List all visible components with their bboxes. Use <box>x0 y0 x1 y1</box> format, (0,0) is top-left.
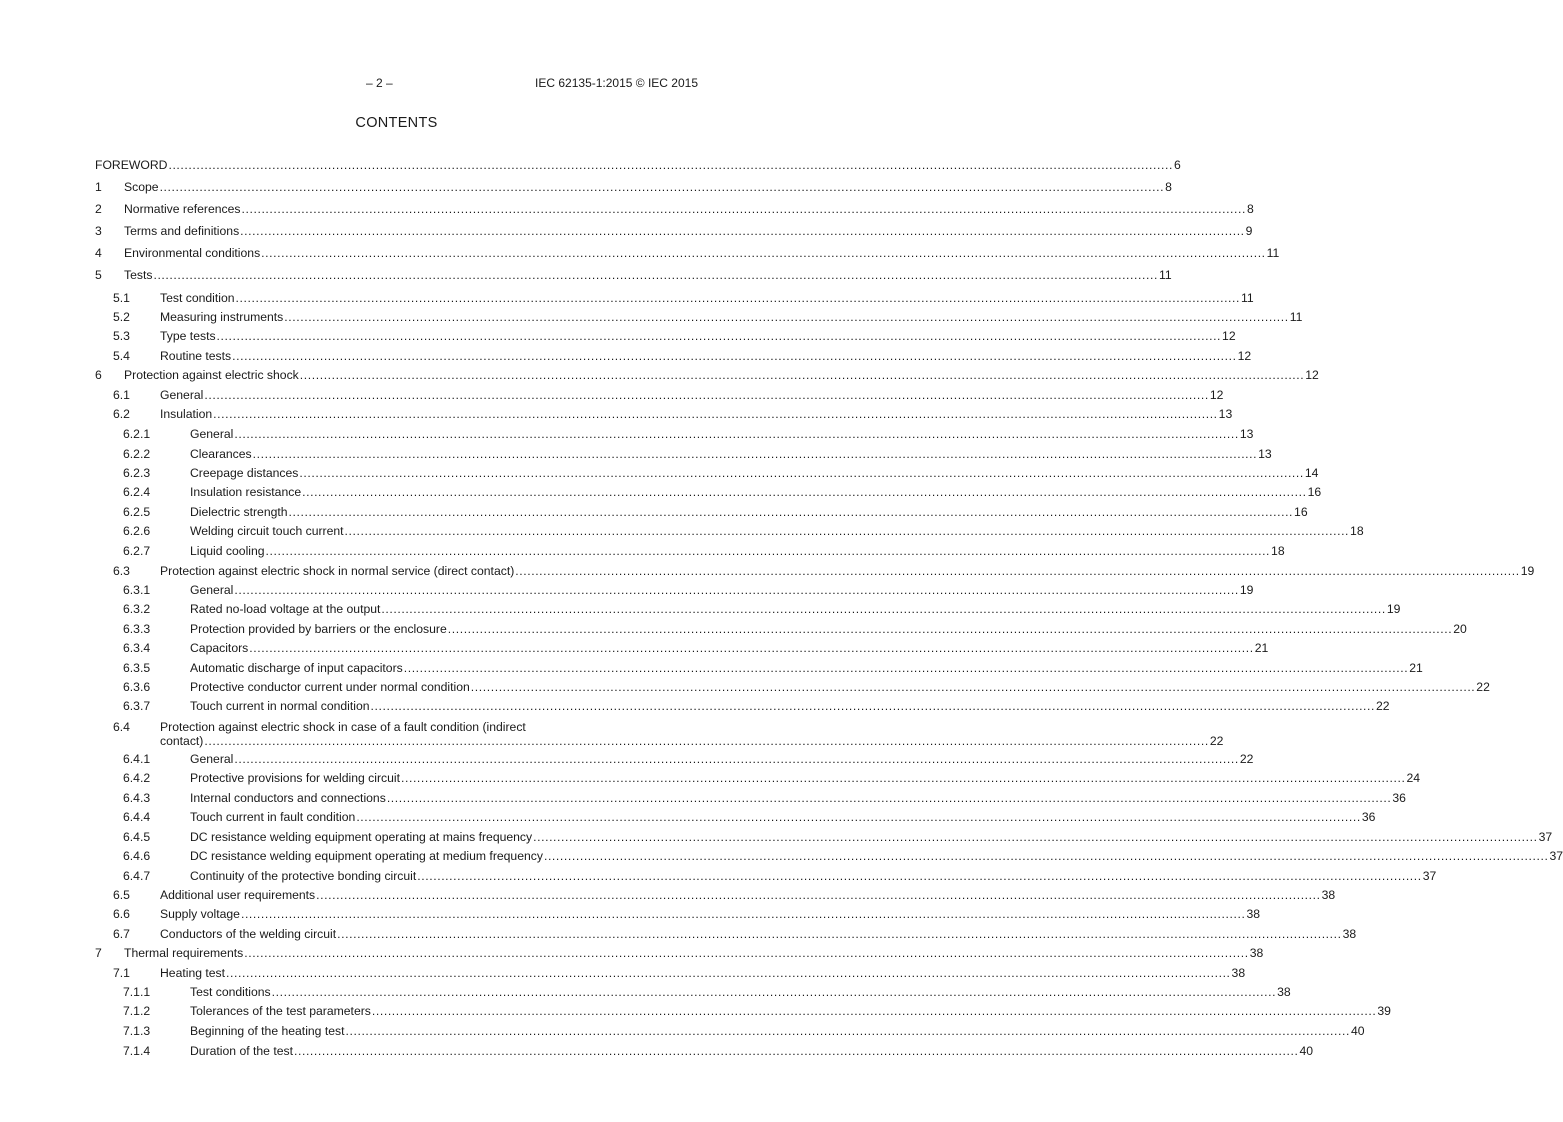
toc-entry-number: 4 <box>95 246 102 260</box>
dot-leader: ............................................................................................................................................................................................................................................................ <box>249 641 1254 655</box>
toc-entry-number: 6.2.2 <box>123 447 151 461</box>
toc-entry-title: General <box>190 583 234 597</box>
toc-entry-number: 6.3.5 <box>123 661 151 675</box>
toc-entry-number: 6.3.3 <box>123 622 151 636</box>
toc-entry[interactable] <box>95 770 1421 786</box>
toc-entry-number: 6.3.4 <box>123 641 151 655</box>
toc-entry[interactable] <box>95 367 1319 383</box>
toc-entry-title: Test conditions <box>190 985 271 999</box>
toc-entry-title: Heating test <box>160 966 226 980</box>
toc-entry-page: 6 <box>1173 158 1181 172</box>
dot-leader: ............................................................................................................................................................................................................................................................ <box>417 869 1422 883</box>
toc-entry-title: Internal conductors and connections <box>190 791 386 805</box>
toc-entry-number: 1 <box>95 180 102 194</box>
toc-entry-page: 40 <box>1299 1044 1314 1058</box>
toc-entry-page: 38 <box>1277 985 1291 999</box>
dot-leader: ............................................................................................................................................................................................................................................................ <box>271 985 1277 999</box>
toc-entry-number: 6.4.2 <box>123 771 151 785</box>
toc-entry[interactable] <box>95 868 1437 884</box>
toc-entry-number: 6.2.5 <box>123 505 151 519</box>
toc-entry-title: Touch current in fault condition <box>190 810 356 824</box>
toc-entry-number: 7.1.3 <box>123 1024 151 1038</box>
toc-entry[interactable] <box>95 446 1272 462</box>
dot-leader: ............................................................................................................................................................................................................................................................ <box>213 407 1218 421</box>
dot-leader: ............................................................................................................................................................................................................................................................ <box>235 291 1241 305</box>
toc-entry-title: Insulation <box>160 407 213 421</box>
toc-entry[interactable] <box>95 406 1233 422</box>
toc-entry-page: 12 <box>1222 329 1236 343</box>
toc-entry-number: 6.2.7 <box>123 544 151 558</box>
toc-entry-page: 24 <box>1406 771 1421 785</box>
toc-entry-title: Normative references <box>124 202 241 216</box>
dot-leader: ............................................................................................................................................................................................................................................................ <box>265 544 1271 558</box>
toc-entry-number: 6.6 <box>113 907 130 921</box>
toc-entry-page: 18 <box>1271 544 1285 558</box>
toc-entry-page: 37 <box>1422 869 1437 883</box>
dot-leader: ............................................................................................................................................................................................................................................................ <box>168 158 1173 172</box>
toc-entry-page: 38 <box>1231 966 1246 980</box>
toc-entry-number: 6.3.7 <box>123 699 151 713</box>
dot-leader: ............................................................................................................................................................................................................................................................ <box>234 752 1239 766</box>
toc-entry[interactable] <box>95 848 1563 864</box>
dot-leader: ............................................................................................................................................................................................................................................................ <box>302 485 1307 499</box>
toc-entry[interactable] <box>95 267 1172 283</box>
toc-entry-title: Protection against electric shock in normal service (direct contact) <box>160 564 515 578</box>
toc-entry[interactable] <box>95 245 1280 261</box>
toc-entry-title: Type tests <box>160 329 216 343</box>
toc-entry-title: Protective conductor current under normal condition <box>190 680 470 694</box>
toc-entry-title: DC resistance welding equipment operating at medium frequency <box>190 849 543 863</box>
dot-leader: ............................................................................................................................................................................................................................................................ <box>356 810 1361 824</box>
toc-entry-title: Automatic discharge of input capacitors <box>190 661 403 675</box>
toc-entry[interactable] <box>95 348 1252 364</box>
toc-entry-title: Supply voltage <box>160 907 240 921</box>
toc-entry[interactable] <box>95 201 1254 217</box>
dot-leader: ............................................................................................................................................................................................................................................................ <box>386 791 1392 805</box>
toc-entry-page: 39 <box>1377 1004 1391 1018</box>
toc-entry[interactable] <box>95 945 1264 961</box>
toc-entry-number: 6.7 <box>113 927 130 941</box>
toc-entry-title: Protection provided by barriers or the enclosure <box>190 622 447 636</box>
dot-leader: ............................................................................................................................................................................................................................................................ <box>345 1024 1350 1038</box>
toc-entry-number: 7.1.1 <box>123 985 151 999</box>
toc-entry-page: 9 <box>1245 224 1253 238</box>
dot-leader: ............................................................................................................................................................................................................................................................ <box>370 699 1376 713</box>
toc-entry[interactable] <box>95 328 1236 344</box>
toc-entry[interactable] <box>95 965 1246 981</box>
toc-entry[interactable] <box>95 926 1357 942</box>
toc-entry-number: 6.4.6 <box>123 849 151 863</box>
toc-entry-title: Measuring instruments <box>160 310 284 324</box>
dot-leader: ............................................................................................................................................................................................................................................................ <box>299 368 1305 382</box>
dot-leader: ............................................................................................................................................................................................................................................................ <box>240 907 1246 921</box>
toc-entry-number: 7.1.4 <box>123 1044 151 1058</box>
toc-entry-number: 5.3 <box>113 329 130 343</box>
dot-leader: ............................................................................................................................................................................................................................................................ <box>204 388 1209 402</box>
toc-entry-title: Routine tests <box>160 349 232 363</box>
toc-entry-page: 21 <box>1254 641 1269 655</box>
toc-entry-number: 6.4.5 <box>123 830 151 844</box>
toc-entry-page: 40 <box>1351 1024 1365 1038</box>
toc-entry-page: 11 <box>1266 246 1280 260</box>
toc-entry-number: 6.3.1 <box>123 583 151 597</box>
toc-entry-page: 22 <box>1476 680 1490 694</box>
toc-entry-number: 6.3 <box>113 564 130 578</box>
toc-entry[interactable] <box>95 290 1254 306</box>
toc-entry-page: 12 <box>1305 368 1319 382</box>
toc-entry-number: 6.4.1 <box>123 752 151 766</box>
toc-entry[interactable] <box>95 698 1390 714</box>
toc-entry-title: Environmental conditions <box>124 246 261 260</box>
toc-entry-page: 19 <box>1386 602 1401 616</box>
toc-entry[interactable] <box>95 582 1254 598</box>
dot-leader: ............................................................................................................................................................................................................................................................ <box>216 329 1222 343</box>
toc-entry-number: 3 <box>95 224 102 238</box>
toc-entry-number: 5.4 <box>113 349 130 363</box>
toc-entry-title: Protective provisions for welding circuit <box>190 771 400 785</box>
toc-entry-page: 36 <box>1392 791 1406 805</box>
toc-entry-page: 38 <box>1246 907 1261 921</box>
toc-entry-title: Thermal requirements <box>124 946 244 960</box>
toc-entry[interactable] <box>95 601 1401 617</box>
toc-entry-number: 6.2.4 <box>123 485 151 499</box>
toc-entry-page: 13 <box>1258 447 1272 461</box>
dot-leader: ............................................................................................................................................................................................................................................................ <box>204 734 1209 748</box>
dot-leader: ............................................................................................................................................................................................................................................................ <box>344 524 1350 538</box>
toc-entry-title: Welding circuit touch current <box>190 524 344 538</box>
dot-leader: ............................................................................................................................................................................................................................................................ <box>226 966 1231 980</box>
toc-entry[interactable] <box>95 563 1535 579</box>
toc-entry-number: 5.1 <box>113 291 130 305</box>
dot-leader: ............................................................................................................................................................................................................................................................ <box>299 466 1304 480</box>
toc-entry[interactable] <box>95 984 1291 1000</box>
dot-leader: ............................................................................................................................................................................................................................................................ <box>316 888 1321 902</box>
toc-entry-page: 19 <box>1520 564 1535 578</box>
page-number: – 2 – <box>366 76 393 90</box>
toc-entry-title: Duration of the test <box>190 1044 293 1058</box>
toc-entry-number: 6.4 <box>113 720 130 734</box>
toc-entry[interactable] <box>95 829 1553 845</box>
toc-entry-number: 6.1 <box>113 388 130 402</box>
toc-entry-page: 22 <box>1376 699 1390 713</box>
dot-leader: ............................................................................................................................................................................................................................................................ <box>381 602 1386 616</box>
toc-entry-page: 12 <box>1237 349 1252 363</box>
dot-leader: ............................................................................................................................................................................................................................................................ <box>241 202 1247 216</box>
toc-entry[interactable] <box>95 484 1322 500</box>
toc-entry[interactable] <box>95 223 1253 239</box>
toc-entry[interactable] <box>95 790 1406 806</box>
toc-entry[interactable] <box>95 679 1490 695</box>
toc-entry[interactable] <box>95 387 1224 403</box>
toc-entry[interactable] <box>95 465 1319 481</box>
toc-entry-number: 6.3.6 <box>123 680 151 694</box>
toc-entry[interactable] <box>95 621 1467 637</box>
dot-leader: ............................................................................................................................................................................................................................................................ <box>337 927 1342 941</box>
toc-entry-page: 22 <box>1239 752 1254 766</box>
toc-entry[interactable] <box>95 523 1364 539</box>
toc-entry-page: 16 <box>1307 485 1322 499</box>
toc-entry[interactable] <box>95 426 1254 442</box>
toc-entry-title: DC resistance welding equipment operating at mains frequency <box>190 830 533 844</box>
dot-leader: ............................................................................................................................................................................................................................................................ <box>234 583 1239 597</box>
toc-entry-page: 37 <box>1538 830 1553 844</box>
toc-entry-number: 7 <box>95 946 102 960</box>
toc-entry-number: 6.2.3 <box>123 466 151 480</box>
dot-leader: ............................................................................................................................................................................................................................................................ <box>447 622 1453 636</box>
toc-entry-number: 6.4.7 <box>123 869 151 883</box>
dot-leader: ............................................................................................................................................................................................................................................................ <box>232 349 1237 363</box>
toc-entry-number: 2 <box>95 202 102 216</box>
toc-entry-title: FOREWORD <box>95 158 168 172</box>
toc-entry[interactable] <box>95 809 1376 825</box>
page-title: CONTENTS <box>355 115 438 131</box>
toc-entry-page: 11 <box>1289 310 1303 324</box>
toc-entry-title: Scope <box>124 180 159 194</box>
toc-entry[interactable] <box>95 640 1269 656</box>
dot-leader: ............................................................................................................................................................................................................................................................ <box>159 180 1165 194</box>
dot-leader: ............................................................................................................................................................................................................................................................ <box>533 830 1538 844</box>
toc-entry-number: 6.2.6 <box>123 524 151 538</box>
toc-entry-title: Protection against electric shock in case of a fault condition (indirect <box>160 720 526 734</box>
toc-entry-number: 5.2 <box>113 310 130 324</box>
toc-entry-page: 20 <box>1453 622 1467 636</box>
toc-entry-title: Dielectric strength <box>190 505 288 519</box>
toc-entry-page: 18 <box>1350 524 1364 538</box>
dot-leader: ............................................................................................................................................................................................................................................................ <box>284 310 1289 324</box>
toc-entry[interactable] <box>95 157 1181 173</box>
toc-entry-number: 6.4.3 <box>123 791 151 805</box>
toc-entry-page: 37 <box>1549 849 1563 863</box>
toc-entry-page: 13 <box>1218 407 1233 421</box>
toc-entry-title: Tests <box>124 268 153 282</box>
toc-entry-title: General <box>160 388 204 402</box>
toc-entry-title: Terms and definitions <box>124 224 240 238</box>
toc-entry-number: 6.2 <box>113 407 130 421</box>
toc-entry-page: 38 <box>1321 888 1336 902</box>
toc-entry[interactable] <box>95 1003 1391 1019</box>
toc-entry-title: Protection against electric shock <box>124 368 299 382</box>
dot-leader: ............................................................................................................................................................................................................................................................ <box>371 1004 1377 1018</box>
toc-entry-title: Clearances <box>190 447 252 461</box>
toc-entry-page: 8 <box>1247 202 1254 216</box>
toc-entry[interactable] <box>95 309 1303 325</box>
toc-entry-page: 14 <box>1304 466 1319 480</box>
dot-leader: ............................................................................................................................................................................................................................................................ <box>153 268 1158 282</box>
dot-leader: ............................................................................................................................................................................................................................................................ <box>288 505 1294 519</box>
toc-entry-number: 6 <box>95 368 102 382</box>
dot-leader: ............................................................................................................................................................................................................................................................ <box>293 1044 1299 1058</box>
dot-leader: ............................................................................................................................................................................................................................................................ <box>252 447 1258 461</box>
toc-entry-title: General <box>190 752 234 766</box>
toc-entry-number: 7.1.2 <box>123 1004 151 1018</box>
toc-entry-title: Tolerances of the test parameters <box>190 1004 371 1018</box>
toc-entry[interactable] <box>95 751 1254 767</box>
dot-leader: ............................................................................................................................................................................................................................................................ <box>515 564 1520 578</box>
toc-entry-page: 36 <box>1361 810 1376 824</box>
dot-leader: ............................................................................................................................................................................................................................................................ <box>403 661 1409 675</box>
toc-entry[interactable] <box>95 906 1261 922</box>
toc-entry-page: 16 <box>1294 505 1308 519</box>
toc-entry-title: Test condition <box>160 291 235 305</box>
toc-entry[interactable] <box>95 887 1336 903</box>
dot-leader: ............................................................................................................................................................................................................................................................ <box>234 427 1239 441</box>
toc-entry[interactable] <box>95 543 1285 559</box>
toc-entry-page: 38 <box>1249 946 1264 960</box>
toc-entry-page: 8 <box>1165 180 1172 194</box>
toc-entry-title: Insulation resistance <box>190 485 302 499</box>
toc-entry-title: General <box>190 427 234 441</box>
toc-entry-number: 5 <box>95 268 102 282</box>
toc-entry-title: Creepage distances <box>190 466 299 480</box>
toc-entry-title: Beginning of the heating test <box>190 1024 345 1038</box>
toc-entry[interactable] <box>95 1023 1365 1039</box>
toc-entry-title: Touch current in normal condition <box>190 699 370 713</box>
toc-entry-page: 13 <box>1239 427 1254 441</box>
toc-entry-page: 11 <box>1158 268 1172 282</box>
toc-entry[interactable] <box>95 660 1423 676</box>
toc-entry[interactable] <box>95 1043 1314 1059</box>
toc-entry-page: 11 <box>1241 291 1254 305</box>
dot-leader: ............................................................................................................................................................................................................................................................ <box>400 771 1406 785</box>
toc-entry-page: 21 <box>1409 661 1423 675</box>
dot-leader: ............................................................................................................................................................................................................................................................ <box>261 246 1266 260</box>
toc-entry-page: 12 <box>1209 388 1224 402</box>
toc-entry-number: 6.4.4 <box>123 810 151 824</box>
toc-entry-number: 6.5 <box>113 888 130 902</box>
dot-leader: ............................................................................................................................................................................................................................................................ <box>543 849 1549 863</box>
toc-entry-number: 6.2.1 <box>123 427 151 441</box>
toc-entry-title: Liquid cooling <box>190 544 265 558</box>
toc-entry-number: 7.1 <box>113 966 130 980</box>
toc-entry[interactable] <box>95 179 1172 195</box>
dot-leader: ............................................................................................................................................................................................................................................................ <box>240 224 1245 238</box>
toc-entry-page: 38 <box>1342 927 1357 941</box>
toc-entry-title-continued: contact) <box>160 734 204 748</box>
standard-reference: IEC 62135-1:2015 © IEC 2015 <box>535 76 698 90</box>
toc-entry-number: 6.3.2 <box>123 602 151 616</box>
dot-leader: ............................................................................................................................................................................................................................................................ <box>244 946 1249 960</box>
toc-entry-title: Rated no-load voltage at the output <box>190 602 381 616</box>
dot-leader: ............................................................................................................................................................................................................................................................ <box>470 680 1476 694</box>
toc-entry[interactable] <box>95 504 1308 520</box>
toc-entry-continuation[interactable] <box>160 733 1224 749</box>
toc-entry-page: 19 <box>1239 583 1254 597</box>
toc-entry-title: Capacitors <box>190 641 249 655</box>
toc-entry-page: 22 <box>1209 734 1224 748</box>
toc-entry-title: Additional user requirements <box>160 888 316 902</box>
toc-entry-title: Conductors of the welding circuit <box>160 927 337 941</box>
toc-entry-title: Continuity of the protective bonding circuit <box>190 869 417 883</box>
